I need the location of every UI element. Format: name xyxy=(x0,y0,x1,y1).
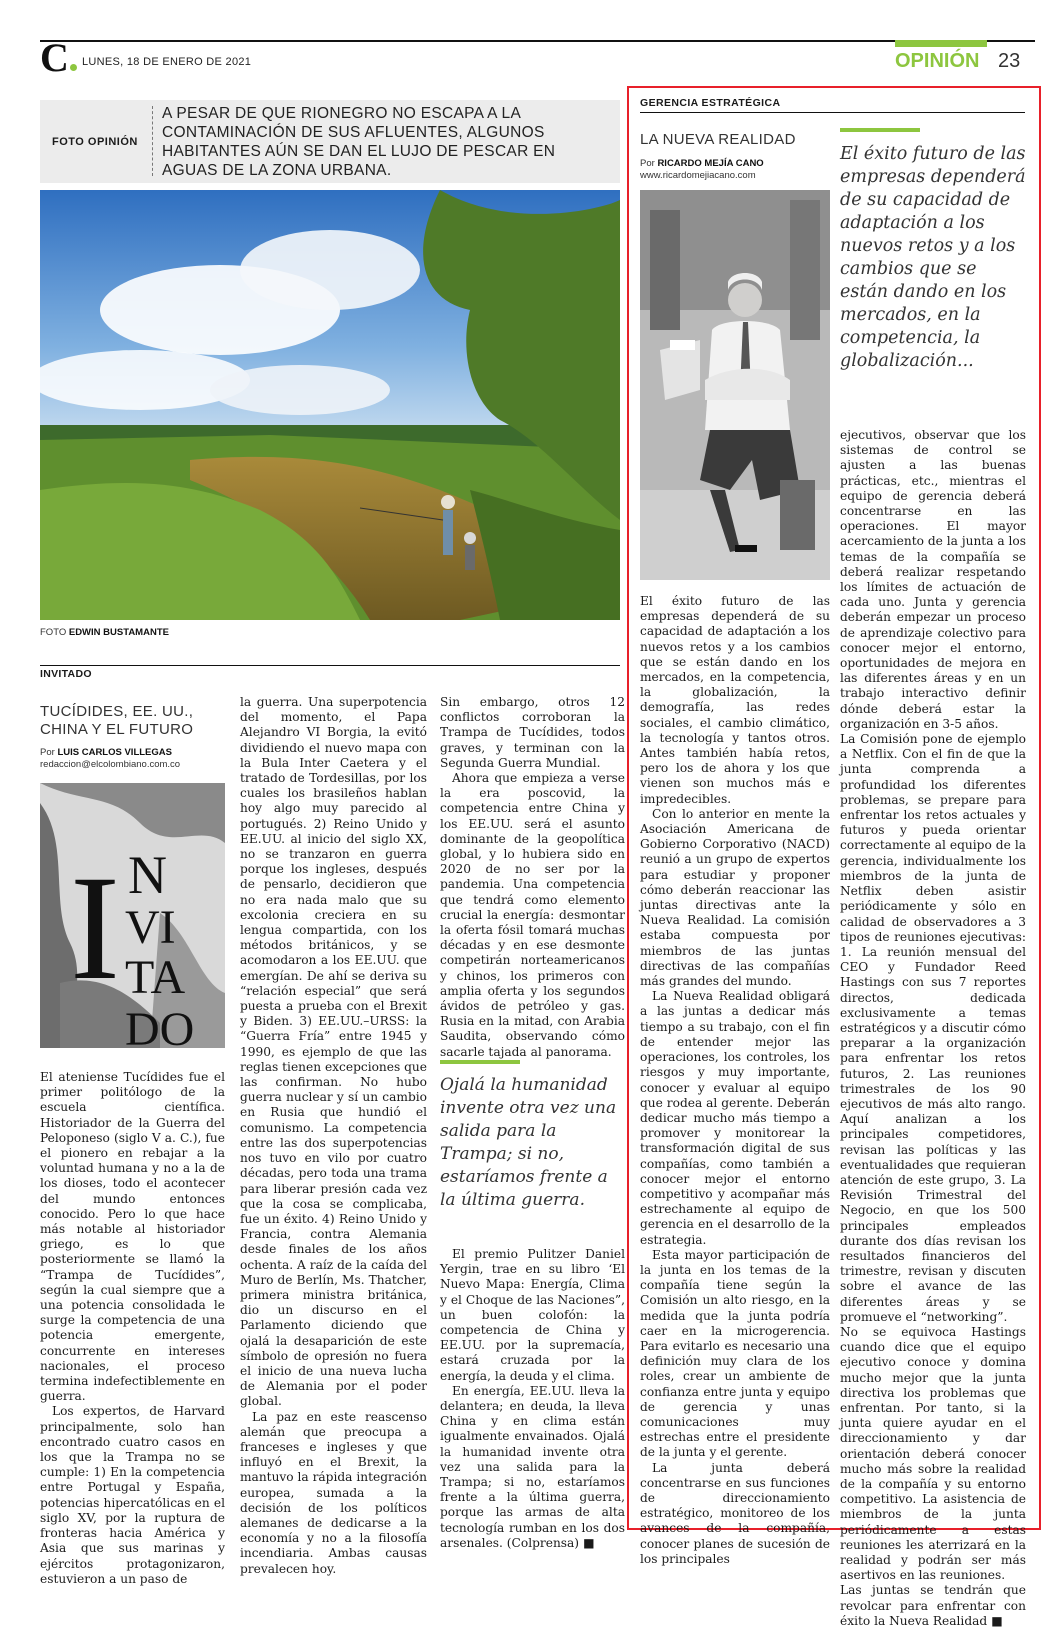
gerencia-quote-bar xyxy=(840,128,920,132)
photo-credit: FOTO EDWIN BUSTAMANTE xyxy=(40,627,169,638)
gerencia-column-2 xyxy=(840,428,1026,1629)
header-rule xyxy=(40,40,1035,42)
foto-opinion-label: FOTO OPINIÓN xyxy=(52,136,138,148)
paragraph: Los expertos, de Harvard principalmente, solo han encontrado cuatro casos en los que la Trampa no se cumple: 1) En la competencia entre Portugal y España, potencias hipercatólicas en el siglo XV, por la ruptura de fronteras hacia América y Asia que sus marinas y ejércitos protagonizaron, estuvieron a un paso de xyxy=(40,1404,225,1586)
section-name: OPINIÓN xyxy=(895,50,980,72)
issue-date: LUNES, 18 DE ENERO DE 2021 xyxy=(82,56,252,68)
invitado-letters-vi: VI xyxy=(125,901,176,954)
paragraph: La paz en este reascenso alemán que preocupa a franceses e ingleses y que influyó en el Brexit, la mantuvo la rápida integración europea, sumada a la decisión de los políticos alemanes de dedicarse a la economía y no a la filosofía incendiaria. Ambas causas prevalecen hoy. xyxy=(240,1409,427,1576)
paragraph: No se equivoca Hastings cuando dice que el equipo ejecutivo conoce y domina mucho mejor que la junta directiva los problemas que enfrentan. Por tanto, si la junta quiere ayudar en el direccionamiento y dar orientación deberá conocer mucho más sobre la realidad de la compañía y su entorno competitivo. La asistencia de miembros de la junta periódicamente a estas reuniones les aterrizará en la realidad y podrán ser más asertivos en las reuniones. xyxy=(840,1324,1026,1583)
invitado-illustration xyxy=(40,783,225,1048)
invitado-column-2 xyxy=(240,695,427,1577)
invitado-byline: Por LUIS CARLOS VILLEGAS xyxy=(40,747,172,758)
section-accent-bar xyxy=(895,40,987,47)
invitado-letters-do: DO xyxy=(125,1003,195,1048)
page-number: 23 xyxy=(998,50,1021,72)
foto-opinion-separator xyxy=(152,106,154,176)
gerencia-headline: LA NUEVA REALIDAD xyxy=(640,131,796,148)
invitado-quote-bar xyxy=(440,1060,520,1064)
paragraph: Ahora que empieza a verse la era poscovid, la competencia entre China y los EE.UU. será el asunto dominante de la geopolítica global, y lo hubiera sido en 2020 de no ser por la pandemia. Una competencia que tendrá como elemento crucial la energía: desmontar la oferta fósil tomará muchas décadas y en ese desmonte competirán norteamericanos y chinos, los primeros con amplia oferta y los segundos ávidos de petróleo y gas. Rusia en la mitad, con Arabia Saudita, observando cómo sacarle tajada al panorama. xyxy=(440,771,625,1059)
paragraph: ejecutivos, observar que los sistemas de control se ajusten a las buenas prácticas, etc., mientras el equipo de gerencia deberá concentrarse en las operaciones. El mayor acercamiento de la junta a los temas de la compañía se deberá realizar respetando los límites de actuación de cada uno. Junta y gerencia deberán empezar un proceso de aprendizaje colectivo para conocer mejor el entorno, oportunidades de mejora en las diferentes áreas y en un trabajo interactivo definir dónde deberá estar la organización en 3-5 años. xyxy=(840,428,1026,731)
author-portrait-photo xyxy=(640,190,830,580)
invitado-letter-i: I xyxy=(70,845,120,1011)
gerencia-section-label: GERENCIA ESTRATÉGICA xyxy=(640,97,781,109)
invitado-column-3-continued xyxy=(440,1247,625,1551)
river-fishing-photo xyxy=(40,190,620,620)
paragraph: Sin embargo, otros 12 conflictos corroboran la Trampa de Tucídides, todos graves, y terminan con la Segunda Guerra Mundial. xyxy=(440,695,625,770)
invitado-section-label: INVITADO xyxy=(40,668,92,680)
paragraph: El premio Pulitzer Daniel Yergin, trae en su libro ‘El Nuevo Mapa: Energía, Clima y el Choque de las Naciones”, un buen colofón: la competencia de China y EE.UU. por la supremacía, estará cruzada por la energía, la deuda y el clima. xyxy=(440,1247,625,1383)
gerencia-column-1 xyxy=(640,594,830,1567)
gerencia-byline: Por RICARDO MEJÍA CANO xyxy=(640,158,764,169)
invitado-column-3 xyxy=(440,695,625,1060)
logo-dot xyxy=(70,64,77,71)
invitado-rule xyxy=(40,665,620,666)
gerencia-pull-quote: El éxito futuro de las empresas dependerá de su capacidad de adaptación a los nuevos retos y a los cambios que se están dando en los mercados, en la competencia, la globalización... xyxy=(840,144,1026,371)
invitado-pull-quote: Ojalá la humanidad invente otra vez una salida para la Trampa; si no, estaríamos frente a la última guerra. xyxy=(440,1075,617,1210)
paragraph: Las juntas se tendrán que revolcar para enfrentar con éxito la Nueva Realidad ■ xyxy=(840,1583,1026,1628)
invitado-email: redaccion@elcolombiano.com.co xyxy=(40,759,181,770)
paragraph: La Nueva Realidad obligará a las juntas a dedicar más tiempo a su trabajo, con el fin de entender mejor las operaciones, los controles, los riesgos y muy importante, conocer y evaluar al equipo que rodea al gerente. Deberán dedicar mucho más tiempo a promover y monitorear la transformación digital de sus compañías, como también a conocer mejor el entorno competitivo y acompañar más estrechamente al equipo de gerencia en el desarrollo de la estrategia. xyxy=(640,989,830,1247)
paragraph: Esta mayor participación de la junta en los temas de la compañía tiene según la Comisión un alto riesgo, en la medida que la junta podría caer en la microgerencia. Para evitarlo es necesario una definición muy clara de los roles, crear un ambiente de confianza entre junta y equipo de gerencia y unas comunicaciones muy estrechas entre el presidente de la junta y el gerente. xyxy=(640,1247,830,1460)
invitado-letters-n: N xyxy=(128,845,167,905)
paragraph: El ateniense Tucídides fue el primer politólogo de la escuela científica. Historiador de la Guerra del Peloponeso (siglo V a. C.), fue el pionero en rebajar a la voluntad humana y no a la de los dioses, todo el acontecer del mundo entonces conocido. Pero lo que hace más notable al historiador griego, es lo que posteriormente se llamó la “Trampa de Tucídides”, según la cual siempre que a una potencia consolidada le surge la competencia de una potencia emergente, concurrente en intereses nacionales, el proceso termina indefectiblemente en guerra. xyxy=(40,1070,225,1404)
paragraph: La Comisión pone de ejemplo a Netflix. Con el fin de que la junta comprenda a profundidad los diferentes problemas, se prepare para enfrentar los retos actuales y futuros y pueda orientar correctamente al equipo de la gerencia, individualmente los miembros de la junta de Netflix deben asistir periódicamente y sólo en calidad de observadores a 3 tipos de reuniones ejecutivas: 1. La reunión mensual del CEO y Fundador Reed Hastings con sus 7 reportes directos, dedicada exclusivamente a temas estratégicos y a discutir cómo preparar a la organización para enfrentar los retos futuros, 2. Las reuniones trimestrales de los 90 ejecutivos de más alto rango. Aquí analizan a los principales competidores, revisan las políticas y las eventualidades que requieran atención de este grupo, 3. La Revisión Trimestral del Negocio, en que los 500 principales empleados durante dos días revisan los resultados financieros del trimestre, revisan y discuten sobre el avance de las diferentes áreas y se promueve el “networking”. xyxy=(840,732,1026,1324)
paragraph: La junta deberá concentrarse en sus funciones de direccionamiento estratégico, monitoreo de los avances de la compañía, conocer planes de sucesión de los principales xyxy=(640,1460,830,1566)
paragraph: En energía, EE.UU. lleva la delantera; en deuda, la lleva China y en clima están igualmente envainados. Ojalá la humanidad invente otra vez una salida para la Trampa; si no, estaríamos frente a la última guerra, porque las armas de alta tecnología rumban en los dos arsenales. (Colprensa) ■ xyxy=(440,1383,625,1550)
gerencia-rule xyxy=(640,112,1025,113)
paragraph: El éxito futuro de las empresas dependerá de su capacidad de adaptación a los nuevos retos y a los cambios que se están dando en los mercados, en la competencia, la globalización, la demografía, las redes sociales, el cambio climático, la tecnología y tantos otros. Antes también había retos, pero los de ahora y los que vienen son muchos más e impredecibles. xyxy=(640,594,830,806)
newspaper-logo: C xyxy=(40,38,77,78)
gerencia-website: www.ricardomejiacano.com xyxy=(640,170,756,181)
foto-opinion-caption: A PESAR DE QUE RIONEGRO NO ESCAPA A LA CONTAMINACIÓN DE SUS AFLUENTES, ALGUNOS HABITANTES AÚN SE DAN EL LUJO DE PESCAR EN AGUAS DE LA ZONA URBANA. xyxy=(162,105,556,179)
invitado-headline: TUCÍDIDES, EE. UU., CHINA Y EL FUTURO xyxy=(40,703,194,738)
paragraph: Con lo anterior en mente la Asociación Americana de Gobierno Corporativo (NACD) reunió a un grupo de expertos para estudiar y proponer cómo deberán reaccionar las juntas directivas ante la Nueva Realidad. La comisión estaba compuesta por miembros de las juntas directivas de las compañías más grandes del mundo. xyxy=(640,806,830,989)
invitado-column-1 xyxy=(40,1070,225,1587)
invitado-letters-ta: TA xyxy=(125,951,186,1004)
paragraph: la guerra. Una superpotencia del momento, el Papa Alejandro VI Borgia, la evitó dividiendo el nuevo mapa con la Bula Inter Caetera y el tratado de Tordesillas, por los cuales los brasileños hablan hoy algo muy parecido al portugués. 2) Reino Unido y EE.UU. al inicio del siglo XX, no se tranzaron en guerra porque los ingleses, después de pensarlo, decidieron que no era nada malo que su excolonia creciera en su lengua compartida, con los métodos británicos, y se acomodaron a los EE.UU. que emergían. De ahí se deriva su “relación especial” que será puesta a prueba con el Brexit y Biden. 3) EE.UU.–URSS: la “Guerra Fría” entre 1945 y 1990, es ejemplo de que las reglas tienen excepciones que las confirman. No hubo guerra nuclear y sí un cambio en Rusia que hundió el comunismo. La competencia entre las dos superpotencias nos tuvo en vilo por cuatro décadas, pero toda una trama para liberar presión cada vez que la cosa se complicaba, fue un éxito. 4) Reino Unido y Francia, contra Alemania desde finales de los años ochenta. A raíz de la caída del Muro de Berlín, Ms. Thatcher, primera ministra británica, dio un discurso en el Parlamento diciendo que ojalá la desaparición de este símbolo de opresión no fuera el inicio de una nueva lucha de Alemania por el poder global. xyxy=(240,695,427,1409)
